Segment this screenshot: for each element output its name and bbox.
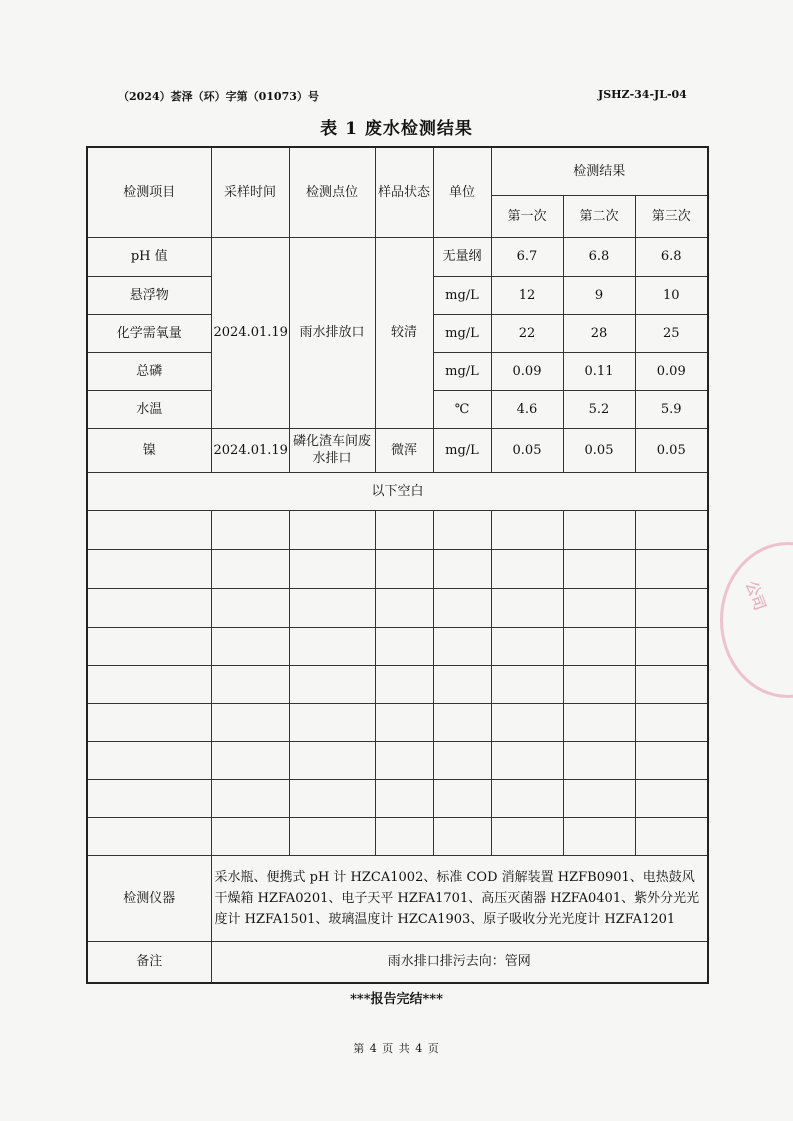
- form-code: JSHZ-34-JL-04: [598, 88, 687, 101]
- result-cell: 5.9: [635, 390, 708, 428]
- empty-row: [87, 510, 708, 549]
- instruments-label: 检测仪器: [87, 855, 211, 941]
- item-cell: 总磷: [87, 352, 211, 390]
- result-cell: 4.6: [491, 390, 563, 428]
- result-cell: 22: [491, 314, 563, 352]
- remark-text: 雨水排口排污去向：管网: [211, 941, 708, 983]
- point-cell: 磷化渣车间废水排口: [289, 428, 375, 472]
- header-sample-state: 样品状态: [375, 147, 433, 237]
- unit-cell: ℃: [433, 390, 491, 428]
- table-row: [87, 428, 708, 472]
- result-cell: 25: [635, 314, 708, 352]
- page-number: 第 4 页 共 4 页: [353, 1042, 440, 1055]
- unit-cell: mg/L: [433, 352, 491, 390]
- result-cell: 28: [563, 314, 635, 352]
- point-cell: 雨水排放口: [289, 237, 375, 428]
- document-number: （2024）荟泽（环）字第（01073）号: [118, 90, 319, 103]
- sampling-time-cell: 2024.01.19: [211, 428, 289, 472]
- company-seal: [720, 542, 793, 698]
- empty-row: [87, 741, 708, 779]
- result-cell: 5.2: [563, 390, 635, 428]
- unit-cell: mg/L: [433, 314, 491, 352]
- report-end-marker: ***报告完结***: [350, 992, 443, 1007]
- item-cell: 镍: [87, 428, 211, 472]
- remark-label: 备注: [87, 941, 211, 983]
- header-sampling-time: 采样时间: [211, 147, 289, 237]
- result-cell: 0.11: [563, 352, 635, 390]
- header-item: 检测项目: [87, 147, 211, 237]
- header-first: 第一次: [491, 195, 563, 237]
- result-cell: 6.8: [635, 237, 708, 276]
- table-title: 表 1 废水检测结果: [320, 119, 473, 139]
- empty-row: [87, 779, 708, 817]
- item-cell: 悬浮物: [87, 276, 211, 314]
- unit-cell: mg/L: [433, 428, 491, 472]
- blank-note: 以下空白: [87, 472, 708, 510]
- sample-state-cell: 微浑: [375, 428, 433, 472]
- result-cell: 0.05: [635, 428, 708, 472]
- result-cell: 0.09: [491, 352, 563, 390]
- result-cell: 9: [563, 276, 635, 314]
- header-second: 第二次: [563, 195, 635, 237]
- result-cell: 10: [635, 276, 708, 314]
- unit-cell: mg/L: [433, 276, 491, 314]
- empty-row: [87, 588, 708, 627]
- item-cell: pH 值: [87, 237, 211, 276]
- result-cell: 6.7: [491, 237, 563, 276]
- item-cell: 水温: [87, 390, 211, 428]
- item-cell: 化学需氧量: [87, 314, 211, 352]
- empty-row: [87, 703, 708, 741]
- result-cell: 0.09: [635, 352, 708, 390]
- header-third: 第三次: [635, 195, 708, 237]
- wastewater-results-table: [86, 146, 709, 984]
- empty-row: [87, 665, 708, 703]
- result-cell: 0.05: [563, 428, 635, 472]
- empty-row: [87, 817, 708, 855]
- empty-row: [87, 549, 708, 588]
- table-row: [87, 237, 708, 276]
- sampling-time-cell: 2024.01.19: [211, 237, 289, 428]
- sample-state-cell: 较清: [375, 237, 433, 428]
- header-result: 检测结果: [491, 147, 708, 195]
- result-cell: 6.8: [563, 237, 635, 276]
- seal-text: 公司: [741, 578, 770, 613]
- header-point: 检测点位: [289, 147, 375, 237]
- instruments-list: 采水瓶、便携式 pH 计 HZCA1002、标准 COD 消解装置 HZFB0901、电热鼓风干燥箱 HZFA0201、电子天平 HZFA1701、高压灭菌器 HZFA0401、紫外分光光度计 HZFA1501、玻璃温度计 HZCA1903、原子吸收分光光度计 HZFA1201: [211, 855, 708, 941]
- unit-cell: 无量纲: [433, 237, 491, 276]
- empty-row: [87, 627, 708, 665]
- result-cell: 0.05: [491, 428, 563, 472]
- result-cell: 12: [491, 276, 563, 314]
- header-unit: 单位: [433, 147, 491, 237]
